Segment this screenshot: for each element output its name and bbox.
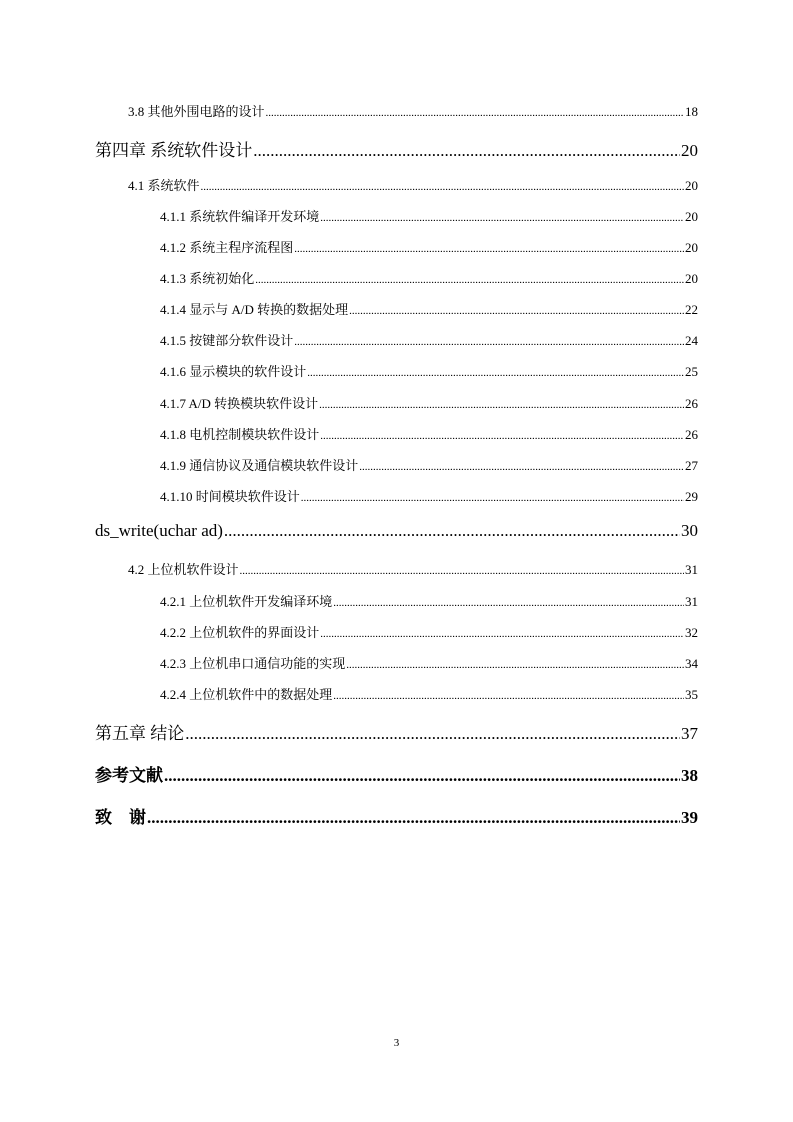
toc-entry-page: 20 bbox=[685, 209, 698, 224]
toc-entry-4-1-1[interactable] bbox=[160, 206, 698, 225]
toc-entry-label: 4.1.1 系统软件编译开发环境 bbox=[160, 209, 320, 224]
toc-entry-page: 26 bbox=[685, 427, 698, 442]
toc-entry-4-1-5[interactable] bbox=[160, 330, 698, 349]
toc-entry-label: 4.1.9 通信协议及通信模块软件设计 bbox=[160, 458, 359, 473]
dot-leader bbox=[320, 628, 684, 640]
toc-entry-label: 4.1 系统软件 bbox=[128, 178, 200, 193]
toc-entry-label: 4.1.6 显示模块的软件设计 bbox=[160, 364, 307, 379]
toc-entry-4-1-10[interactable] bbox=[160, 486, 698, 505]
dot-leader bbox=[201, 181, 684, 193]
toc-entry-label: 4.1.10 时间模块软件设计 bbox=[160, 489, 300, 504]
dot-leader bbox=[294, 336, 684, 348]
dot-leader bbox=[255, 274, 684, 286]
toc-entry-4-2[interactable] bbox=[128, 559, 698, 578]
toc-entry-page: 31 bbox=[685, 562, 698, 577]
toc-entry-page: 35 bbox=[685, 687, 698, 702]
dot-leader bbox=[301, 492, 684, 504]
toc-entry-4-1-3[interactable] bbox=[160, 268, 698, 287]
dot-leader bbox=[319, 399, 684, 411]
toc-entry-4-2-1[interactable] bbox=[160, 591, 698, 610]
toc-entry-label: 4.2.2 上位机软件的界面设计 bbox=[160, 625, 320, 640]
toc-entry-label: 致 谢 bbox=[95, 808, 146, 827]
dot-leader bbox=[266, 107, 684, 119]
dot-leader bbox=[164, 766, 680, 786]
toc-entry-page: 26 bbox=[685, 396, 698, 411]
toc-entry-4-1-7[interactable] bbox=[160, 393, 698, 412]
toc-entry-label: ds_write(uchar ad) bbox=[95, 521, 223, 540]
toc-entry-page: 32 bbox=[685, 625, 698, 640]
toc-entry-ds-write[interactable] bbox=[95, 521, 698, 541]
toc-entry-acknowledgements[interactable] bbox=[95, 803, 698, 828]
toc-entry-label: 4.2.1 上位机软件开发编译环境 bbox=[160, 594, 333, 609]
toc-entry-page: 25 bbox=[685, 364, 698, 379]
toc-entry-references[interactable] bbox=[95, 761, 698, 786]
dot-leader bbox=[333, 690, 684, 702]
dot-leader bbox=[224, 521, 680, 541]
toc-entry-label: 4.1.3 系统初始化 bbox=[160, 271, 255, 286]
toc-entry-chapter-5[interactable] bbox=[95, 719, 698, 744]
toc-entry-label: 第五章 结论 bbox=[95, 724, 185, 743]
toc-entry-page: 38 bbox=[681, 766, 698, 785]
toc-entry-label: 4.1.5 按键部分软件设计 bbox=[160, 333, 294, 348]
toc-entry-3-8[interactable] bbox=[128, 101, 698, 120]
toc-entry-label: 参考文献 bbox=[95, 766, 163, 785]
toc-entry-page: 39 bbox=[681, 808, 698, 827]
dot-leader bbox=[333, 597, 684, 609]
toc-entry-page: 24 bbox=[685, 333, 698, 348]
toc-entry-page: 18 bbox=[685, 104, 698, 119]
toc-entry-label: 4.1.8 电机控制模块软件设计 bbox=[160, 427, 320, 442]
toc-entry-4-2-3[interactable] bbox=[160, 653, 698, 672]
page-number: 3 bbox=[393, 1037, 400, 1049]
toc-entry-page: 20 bbox=[685, 240, 698, 255]
toc-entry-label: 4.2 上位机软件设计 bbox=[128, 562, 239, 577]
toc-entry-4-1-8[interactable] bbox=[160, 424, 698, 443]
dot-leader bbox=[294, 243, 684, 255]
toc-entry-page: 20 bbox=[681, 141, 698, 160]
toc-entry-label: 4.1.7 A/D 转换模块软件设计 bbox=[160, 396, 319, 411]
toc-entry-page: 20 bbox=[685, 178, 698, 193]
toc-entry-4-1-2[interactable] bbox=[160, 237, 698, 256]
toc-entry-4-1-9[interactable] bbox=[160, 455, 698, 474]
dot-leader bbox=[320, 212, 684, 224]
dot-leader bbox=[349, 305, 684, 317]
dot-leader bbox=[346, 659, 684, 671]
toc-entry-page: 22 bbox=[685, 302, 698, 317]
toc-entry-label: 4.2.4 上位机软件中的数据处理 bbox=[160, 687, 333, 702]
dot-leader bbox=[320, 430, 684, 442]
toc-entry-label: 第四章 系统软件设计 bbox=[95, 141, 253, 160]
toc-entry-label: 4.1.4 显示与 A/D 转换的数据处理 bbox=[160, 302, 349, 317]
toc-entry-page: 37 bbox=[681, 724, 698, 743]
toc-entry-page: 20 bbox=[685, 271, 698, 286]
toc-entry-page: 31 bbox=[685, 594, 698, 609]
toc-entry-chapter-4[interactable] bbox=[95, 136, 698, 161]
dot-leader bbox=[240, 565, 684, 577]
toc-entry-page: 34 bbox=[685, 656, 698, 671]
toc-entry-label: 3.8 其他外围电路的设计 bbox=[128, 104, 265, 119]
toc-entry-4-1[interactable] bbox=[128, 175, 698, 194]
toc-entry-4-1-6[interactable] bbox=[160, 361, 698, 380]
dot-leader bbox=[253, 141, 680, 161]
toc-entry-page: 27 bbox=[685, 458, 698, 473]
toc-entry-label: 4.1.2 系统主程序流程图 bbox=[160, 240, 294, 255]
toc-entry-page: 30 bbox=[681, 521, 698, 540]
dot-leader bbox=[147, 808, 680, 828]
toc-entry-4-2-4[interactable] bbox=[160, 684, 698, 703]
toc-entry-page: 29 bbox=[685, 489, 698, 504]
dot-leader bbox=[307, 367, 684, 379]
dot-leader bbox=[359, 461, 684, 473]
toc-entry-4-1-4[interactable] bbox=[160, 299, 698, 318]
toc-entry-4-2-2[interactable] bbox=[160, 622, 698, 641]
toc-entry-label: 4.2.3 上位机串口通信功能的实现 bbox=[160, 656, 346, 671]
dot-leader bbox=[185, 724, 680, 744]
